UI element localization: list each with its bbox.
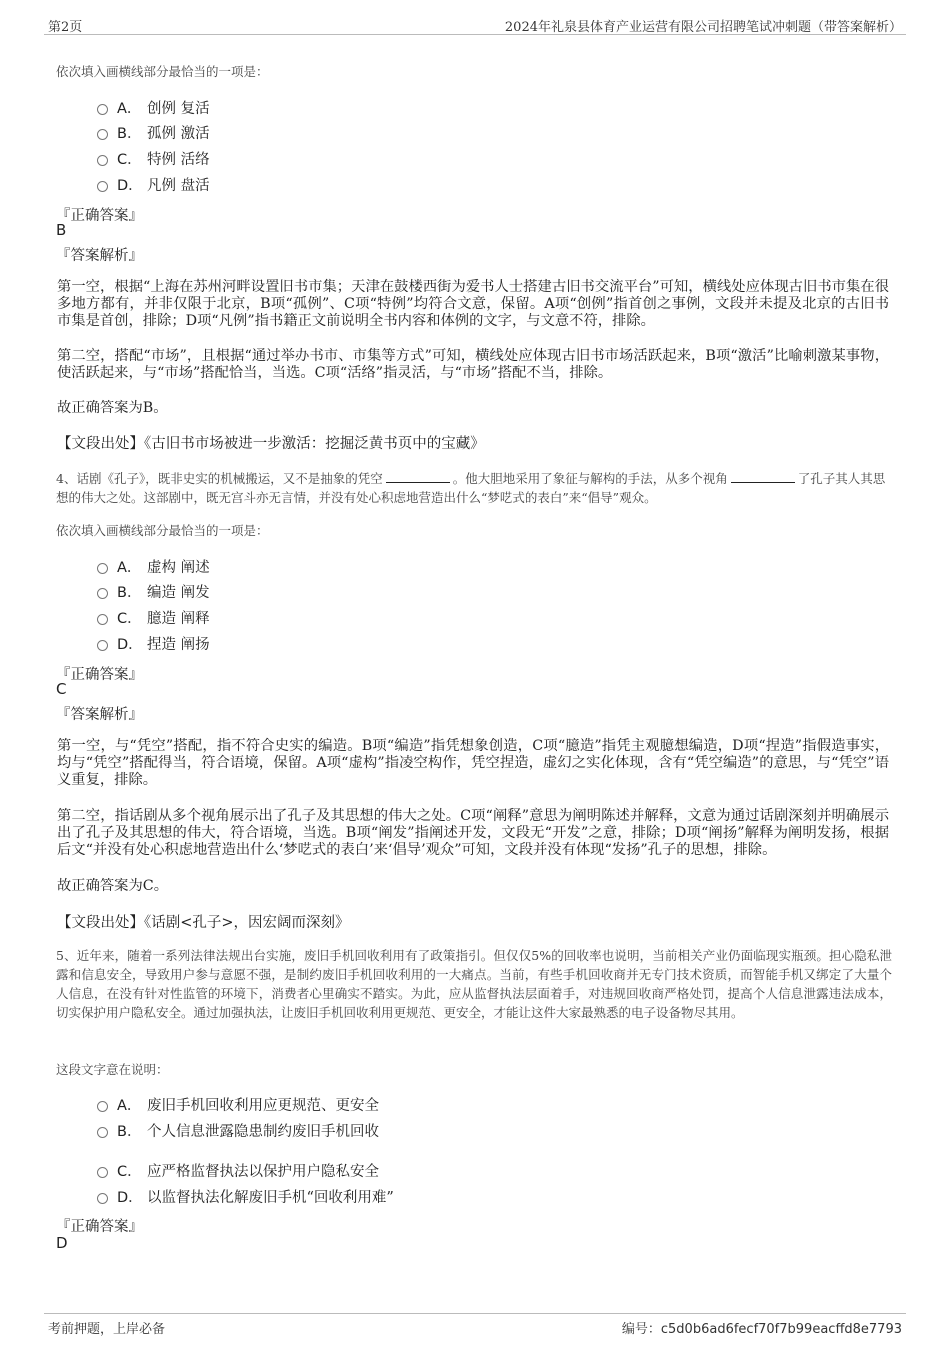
q4-source: 【文段出处】《话剧<孔子>，因宏阔而深刻》	[57, 915, 350, 931]
page-number: 第2页	[48, 20, 83, 35]
footer-slogan: 考前押题，上岸必备	[48, 1322, 166, 1337]
document-code: 编号：c5d0b6ad6fecf70f7b99eacffd8e7793	[621, 1322, 902, 1337]
q5-option-d[interactable]: D． 以监督执法化解废旧手机“回收利用难”	[97, 1186, 394, 1206]
q3-instruction: 依次填入画横线部分最恰当的一项是：	[56, 64, 269, 79]
blank-1	[386, 469, 450, 483]
q5-option-c[interactable]: C． 应严格监督执法以保护用户隐私安全	[97, 1160, 379, 1180]
q3-option-d[interactable]: D． 凡例 盘活	[97, 174, 210, 194]
radio-icon[interactable]	[97, 563, 108, 574]
q3-answer: B	[56, 221, 67, 239]
radio-icon[interactable]	[97, 104, 108, 115]
document-title: 2024年礼泉县体育产业运营有限公司招聘笔试冲刺题（带答案解析）	[504, 20, 902, 35]
q4-instruction: 依次填入画横线部分最恰当的一项是：	[56, 523, 269, 538]
page-footer	[44, 1313, 906, 1336]
radio-icon[interactable]	[97, 129, 108, 140]
q3-analysis-label: 『答案解析』	[56, 248, 143, 264]
q5-instruction: 这段文字意在说明：	[56, 1062, 169, 1077]
q4-option-d[interactable]: D． 捏造 阐扬	[97, 633, 210, 653]
blank-2	[731, 469, 795, 483]
q3-analysis-paragraph-1: 第一空，根据“上海在苏州河畔设置旧书市集；天津在鼓楼西街为爱书人士搭建古旧书交流平台”可知，横线处应体现古旧书市集在很多地方都有，并非仅限于北京，B项“孤例”、C项“特例”均符合文意，保留。A项“创例”指首创之事例，文段并未提及北京的古旧书市集是首创，排除；D项“凡例”指书籍正文前说明全书内容和体例的文字，与文意不符，排除。	[57, 279, 889, 329]
radio-icon[interactable]	[97, 588, 108, 599]
q5-answer: D	[56, 1234, 68, 1252]
radio-icon[interactable]	[97, 1167, 108, 1178]
q4-option-c[interactable]: C． 臆造 阐释	[97, 607, 210, 627]
page-header	[44, 14, 906, 35]
radio-icon[interactable]	[97, 1193, 108, 1204]
q4-analysis-label: 『答案解析』	[56, 707, 143, 723]
q4-option-a[interactable]: A． 虚构 阐述	[97, 556, 210, 576]
q5-option-b[interactable]: B． 个人信息泄露隐患制约废旧手机回收	[97, 1120, 379, 1140]
q3-option-a[interactable]: A． 创例 复活	[97, 97, 210, 117]
q3-option-b[interactable]: B． 孤例 激活	[97, 122, 210, 142]
q4-answer: C	[56, 680, 67, 698]
radio-icon[interactable]	[97, 155, 108, 166]
q4-answer-label: 『正确答案』	[56, 667, 143, 683]
q3-option-c[interactable]: C． 特例 活络	[97, 148, 210, 168]
radio-icon[interactable]	[97, 614, 108, 625]
q4-stem: 4、话剧《孔子》，既非史实的机械搬运，又不是抽象的凭空 。他大胆地采用了象征与解构的手法，从多个视角 了孔子其人其思想的伟大之处。这部剧中，既无宫斗亦无言情，并没有处心积虑地营造出什么“梦呓式的表白”来“倡导”观众。	[56, 471, 886, 505]
q5-option-a[interactable]: A． 废旧手机回收利用应更规范、更安全	[97, 1094, 379, 1114]
q3-answer-label: 『正确答案』	[56, 208, 143, 224]
q5-answer-label: 『正确答案』	[56, 1219, 143, 1235]
q4-analysis-paragraph-3: 故正确答案为C。	[57, 878, 169, 894]
q4-option-b[interactable]: B． 编造 阐发	[97, 581, 210, 601]
radio-icon[interactable]	[97, 1127, 108, 1138]
q3-analysis-paragraph-3: 故正确答案为B。	[57, 400, 168, 416]
radio-icon[interactable]	[97, 1101, 108, 1112]
q3-analysis-paragraph-2: 第二空，搭配“市场”，且根据“通过举办书市、市集等方式”可知，横线处应体现古旧书市场活跃起来，B项“激活”比喻刺激某事物，使活跃起来，与“市场”搭配恰当，当选。C项“活络”指灵活，与“市场”搭配不当，排除。	[57, 348, 889, 381]
radio-icon[interactable]	[97, 640, 108, 651]
q4-analysis-paragraph-2: 第二空，指话剧从多个视角展示出了孔子及其思想的伟大之处。C项“阐释”意思为阐明陈述并解释，文意为通过话剧深刻并明确展示出了孔子及其思想的伟大，符合语境，当选。B项“阐发”指阐述开发，文段无“开发”之意，排除；D项“阐扬”解释为阐明发扬，根据后文“并没有处心积虑地营造出什么‘梦呓式的表白’来‘倡导’观众”可知，文段并没有体现“发扬”孔子的思想，排除。	[57, 808, 889, 858]
q5-stem: 5、近年来，随着一系列法律法规出台实施，废旧手机回收利用有了政策指引。但仅仅5%的回收率也说明，当前相关产业仍面临现实瓶颈。担心隐私泄露和信息安全，导致用户参与意愿不强，是制约废旧手机回收利用的一大痛点。当前，有些手机回收商并无专门技术资质，而智能手机又绑定了大量个人信息，在没有针对性监管的环境下，消费者心里确实不踏实。为此，应从监督执法层面着手，对违规回收商严格处罚，提高个人信息泄露违法成本，切实保护用户隐私安全。通过加强执法，让废旧手机回收利用更规范、更安全，才能让这件大家最熟悉的电子设备物尽其用。	[56, 948, 892, 1020]
radio-icon[interactable]	[97, 181, 108, 192]
q4-analysis-paragraph-1: 第一空，与“凭空”搭配，指不符合史实的编造。B项“编造”指凭想象创造，C项“臆造”指凭主观臆想编造，D项“捏造”指假造事实，均与“凭空”搭配得当，符合语境，保留。A项“虚构”指凌空构作，凭空捏造，虚幻之实化体现，含有“凭空编造”的意思，与“凭空”语义重复，排除。	[57, 738, 889, 788]
q3-source: 【文段出处】《古旧书市场被进一步激活：挖掘泛黄书页中的宝藏》	[57, 436, 485, 452]
